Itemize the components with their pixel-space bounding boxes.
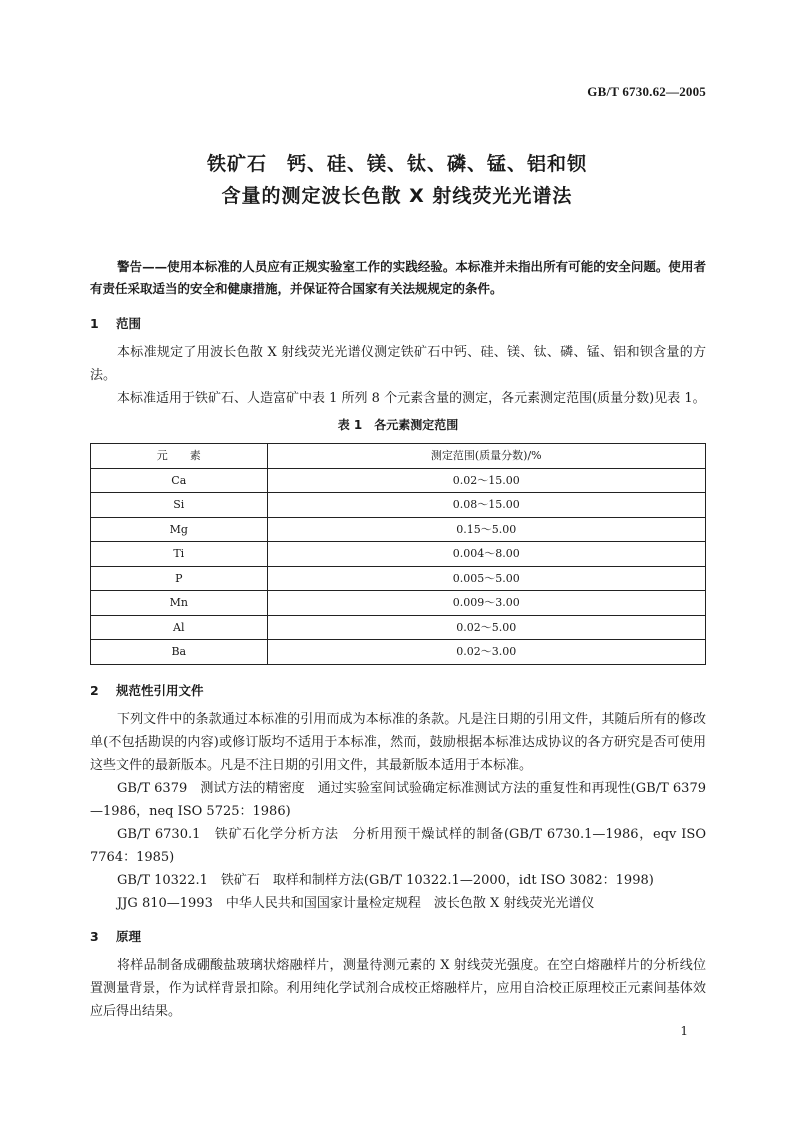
section-title: 原理 — [116, 928, 142, 944]
range-cell: 0.02～5.00 — [267, 615, 705, 640]
table-row — [91, 591, 706, 616]
section-number: 2 — [90, 682, 99, 698]
element-cell: Mg — [91, 517, 268, 542]
reference-item: GB/T 6379 测试方法的精密度 通过实验室间试验确定标准测试方法的重复性和再现性(GB/T 6379—1986，neq ISO 5725：1986) — [90, 780, 706, 819]
section-principle — [90, 925, 706, 1023]
table-row — [91, 615, 706, 640]
element-cell: Al — [91, 615, 268, 640]
table-row — [91, 493, 706, 518]
reference-item: GB/T 6730.1 铁矿石化学分析方法 分析用预干燥试样的制备(GB/T 6730.1—1986，eqv ISO 7764：1985) — [90, 826, 706, 865]
reference-item: JJG 810—1993 中华人民共和国国家计量检定规程 波长色散 X 射线荧光光谱仪 — [117, 895, 595, 911]
paragraph: 下列文件中的条款通过本标准的引用而成为本标准的条款。凡是注日期的引用文件，其随后所有的修改单(不包括勘误的内容)或修订版均不适用于本标准，然而，鼓励根据本标准达成协议的各方研究是否可使用这些文件的最新版本。凡是不注日期的引用文件，其最新版本适用于本标准。 — [90, 711, 706, 773]
section-heading — [90, 312, 706, 335]
table-row — [91, 517, 706, 542]
range-cell: 0.02～15.00 — [267, 468, 705, 493]
paragraph: 本标准规定了用波长色散 X 射线荧光光谱仪测定铁矿石中钙、硅、镁、钛、磷、锰、铝和钡含量的方法。 — [90, 345, 706, 383]
range-cell: 0.15～5.00 — [267, 517, 705, 542]
page-number: 1 — [680, 1024, 688, 1038]
element-range-table — [90, 443, 706, 665]
element-cell: Si — [91, 493, 268, 518]
element-cell: Ba — [91, 640, 268, 665]
title-line-2: 含量的测定波长色散 X 射线荧光光谱法 — [221, 185, 573, 207]
title-line-1: 铁矿石 钙、硅、镁、钛、磷、锰、铝和钡 — [206, 153, 587, 175]
section-title: 范围 — [116, 316, 142, 331]
reference-item: GB/T 10322.1 铁矿石 取样和制样方法(GB/T 10322.1—2000，idt ISO 3082：1998) — [117, 872, 654, 888]
section-heading — [90, 925, 706, 948]
range-cell: 0.004～8.00 — [267, 542, 705, 567]
section-title: 规范性引用文件 — [116, 682, 204, 698]
element-cell: P — [91, 566, 268, 591]
table-header-row — [91, 444, 706, 469]
document-title — [0, 148, 794, 212]
section-heading — [90, 679, 706, 702]
range-cell: 0.009～3.00 — [267, 591, 705, 616]
table-row — [91, 640, 706, 665]
range-cell: 0.005～5.00 — [267, 566, 705, 591]
range-cell: 0.08～15.00 — [267, 493, 705, 518]
warning-notice: 警告——使用本标准的人员应有正规实验室工作的实践经验。本标准并未指出所有可能的安全问题。使用者有责任采取适当的安全和健康措施，并保证符合国家有关法规规定的条件。 — [90, 259, 706, 296]
table-caption: 表 1 各元素测定范围 — [337, 418, 459, 432]
table-row — [91, 468, 706, 493]
standard-code: GB/T 6730.62—2005 — [587, 84, 706, 99]
range-cell: 0.02～3.00 — [267, 640, 705, 665]
element-cell: Ca — [91, 468, 268, 493]
document-body — [90, 256, 706, 1033]
paragraph: 将样品制备成硼酸盐玻璃状熔融样片，测量待测元素的 X 射线荧光强度。在空白熔融样片的分析线位置测量背景，作为试样背景扣除。利用纯化学试剂合成校正熔融样片，应用自洽校正原理校正元素间基体效应后得出结果。 — [90, 957, 706, 1019]
section-scope — [90, 312, 706, 665]
table-row — [91, 566, 706, 591]
paragraph: 本标准适用于铁矿石、人造富矿中表 1 所列 8 个元素含量的测定，各元素测定范围(质量分数)见表 1。 — [117, 391, 706, 406]
table-row — [91, 542, 706, 567]
element-cell: Ti — [91, 542, 268, 567]
column-header: 测定范围(质量分数)/% — [267, 444, 705, 469]
element-cell: Mn — [91, 591, 268, 616]
section-normative-references — [90, 679, 706, 915]
section-number: 1 — [90, 316, 99, 331]
section-number: 3 — [90, 928, 99, 944]
column-header: 元 素 — [91, 444, 268, 469]
